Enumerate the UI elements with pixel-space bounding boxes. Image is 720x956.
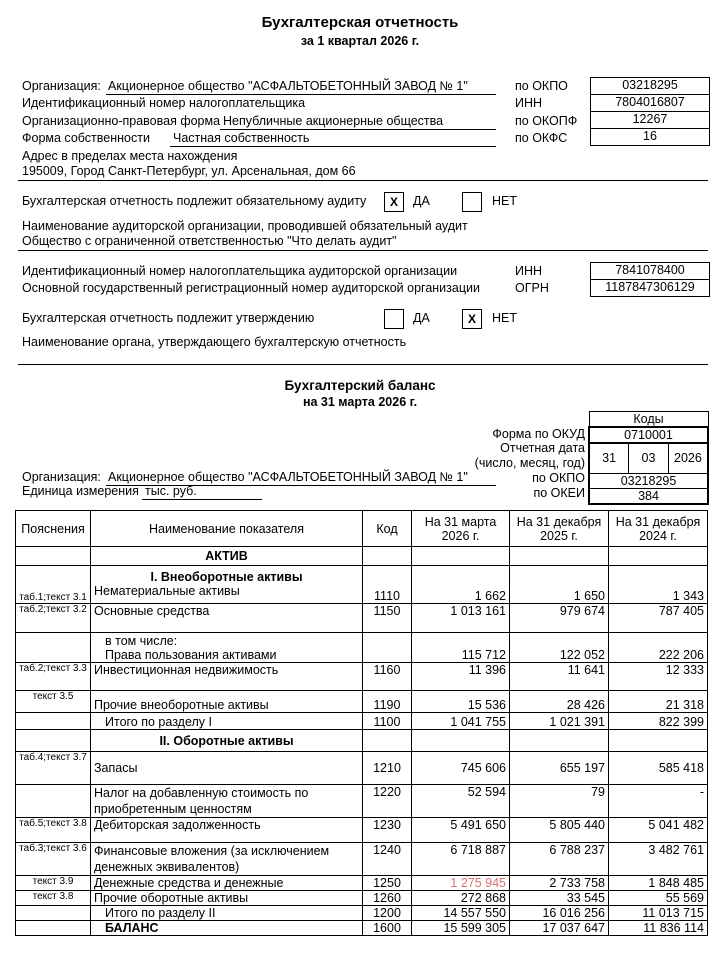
row-name: Финансовые вложения (за исключением денежных эквивалентов)	[91, 843, 363, 876]
okpo-code: 03218295	[589, 473, 708, 488]
row-subname: Права пользования активами	[105, 648, 277, 662]
row-code: 1260	[363, 891, 412, 906]
approval-no-label: НЕТ	[492, 311, 517, 325]
section-1-title: I. Внеоборотные активы	[150, 570, 303, 584]
org-label: Организация:	[22, 79, 101, 93]
row-value-2026: 15 599 305	[412, 921, 510, 936]
col-notes: Пояснения	[16, 511, 91, 547]
row-value-2025: 33 545	[510, 891, 609, 906]
row-name: Денежные средства и денежные	[91, 876, 363, 891]
auditor-ogrn-label-text: Основной государственный регистрационный номер аудиторской организации	[22, 281, 480, 295]
inn-value: 7804016807	[590, 94, 710, 112]
row-value-2024: 12 333	[609, 663, 708, 691]
row-code: 1230	[363, 818, 412, 843]
table-row-note: таб.4;текст 3.7	[16, 752, 91, 785]
row-value-2024: 1 848 485	[609, 876, 708, 891]
row-value-2026: 15 536	[412, 691, 510, 713]
table-row	[91, 633, 363, 663]
date-day: 31	[589, 443, 629, 473]
row-value-2026: 14 557 550	[412, 906, 510, 921]
row-code: 1110	[363, 566, 412, 604]
col-code: Код	[363, 511, 412, 547]
unit-label: Единица измерения	[22, 484, 139, 498]
row-code: 1190	[363, 691, 412, 713]
row-value-2025: 2 733 758	[510, 876, 609, 891]
row-code: 1240	[363, 843, 412, 876]
approval-no-checkbox[interactable]: X	[462, 309, 482, 329]
inn-label: ИНН	[515, 96, 543, 110]
row-value-2025: 11 641	[510, 663, 609, 691]
table-row-note: таб.1;текст 3.1	[16, 566, 91, 604]
row-name: Инвестиционная недвижимость	[91, 663, 363, 691]
auditor-inn-value: 7841078400	[590, 262, 710, 280]
row-code: 1600	[363, 921, 412, 936]
okud-label: Форма по ОКУД	[492, 427, 585, 441]
row-code: 1100	[363, 713, 412, 730]
row-value-2025: 16 016 256	[510, 906, 609, 921]
row-value-2025: 6 788 237	[510, 843, 609, 876]
row-value-2024: 5 041 482	[609, 818, 708, 843]
table-row-note: таб.2;текст 3.2	[16, 604, 91, 633]
balance-table	[15, 510, 708, 936]
row-value-2024: -	[609, 785, 708, 818]
ownership-value: Частная собственность	[173, 131, 310, 145]
row-value-2024: 1 343	[609, 566, 708, 604]
row-code: 1210	[363, 752, 412, 785]
ownership-label: Форма собственности	[22, 131, 150, 145]
balance-okpo-label: по ОКПО	[532, 471, 585, 485]
table-row-note: таб.3;текст 3.6	[16, 843, 91, 876]
address-value: 195009, Город Санкт-Петербург, ул. Арсенальная, дом 66	[22, 164, 356, 178]
row-value-2025: 979 674	[510, 604, 609, 633]
col-2026: На 31 марта 2026 г.	[412, 511, 510, 547]
row-value-2024: 222 206	[609, 633, 708, 663]
row-name: Дебиторская задолженность	[91, 818, 363, 843]
row-value-2024: 3 482 761	[609, 843, 708, 876]
row-value-2024: 585 418	[609, 752, 708, 785]
row-value-2026: 745 606	[412, 752, 510, 785]
approver-label: Наименование органа, утверждающего бухгалтерскую отчетность	[22, 335, 407, 349]
row-value-2025: 79	[510, 785, 609, 818]
row-value-2026: 6 718 887	[412, 843, 510, 876]
balance-title: Бухгалтерский баланс	[284, 378, 436, 393]
balance-org-label: Организация:	[22, 470, 101, 484]
table-row-note: таб.5;текст 3.8	[16, 818, 91, 843]
auditor-ogrn-label: ОГРН	[515, 281, 549, 295]
row-value-2024: 11 836 114	[609, 921, 708, 936]
row-name: Налог на добавленную стоимость по приобретенным ценностям	[91, 785, 363, 818]
okopf-label: по ОКОПФ	[515, 114, 578, 128]
section-active: АКТИВ	[91, 547, 363, 566]
codes-table	[588, 411, 709, 505]
balance-subtitle: на 31 марта 2026 г.	[302, 395, 418, 409]
okfs-label: по ОКФС	[515, 131, 568, 145]
row-value-2024: 822 399	[609, 713, 708, 730]
col-name: Наименование показателя	[91, 511, 363, 547]
row-name: Основные средства	[91, 604, 363, 633]
okei-label: по ОКЕИ	[533, 486, 585, 500]
row-value-2025: 28 426	[510, 691, 609, 713]
date-label-1: Отчетная дата	[500, 441, 585, 455]
row-value-2026-highlighted: 1 275 945	[412, 876, 510, 891]
auditor-inn-label: ИНН	[515, 264, 543, 278]
row-name: Прочие внеоборотные активы	[91, 691, 363, 713]
row-value-2026: 272 868	[412, 891, 510, 906]
audit-yes-label: ДА	[413, 194, 430, 208]
row-value-2025: 1 650	[510, 566, 609, 604]
audit-no-label: НЕТ	[492, 194, 517, 208]
okpo-label: по ОКПО	[515, 79, 568, 93]
balance-org-value: Акционерное общество "АСФАЛЬТОБЕТОННЫЙ ЗАВОД № 1"	[108, 470, 468, 484]
report-title: Бухгалтерская отчетность	[261, 14, 459, 31]
row-code: 1160	[363, 663, 412, 691]
org-value: Акционерное общество "АСФАЛЬТОБЕТОННЫЙ ЗАВОД № 1"	[108, 79, 468, 93]
address-label: Адрес в пределах места нахождения	[22, 149, 238, 163]
row-value-2025: 1 021 391	[510, 713, 609, 730]
okud-value: 0710001	[589, 427, 708, 443]
row-value-2026: 11 396	[412, 663, 510, 691]
row-code: 1200	[363, 906, 412, 921]
okopf-value: 12267	[590, 111, 710, 129]
legal-form-value: Непубличные акционерные общества	[223, 114, 444, 128]
table-row-note: текст 3.9	[16, 876, 91, 891]
row-name: в том числе:	[105, 634, 178, 648]
section-2-title: II. Оборотные активы	[91, 730, 363, 752]
col-2024: На 31 декабря 2024 г.	[609, 511, 708, 547]
approval-yes-label: ДА	[413, 311, 430, 325]
auditor-ogrn-value: 1187847306129	[590, 279, 710, 297]
row-value-2024: 21 318	[609, 691, 708, 713]
approval-yes-checkbox[interactable]	[384, 309, 404, 329]
row-value-2025: 122 052	[510, 633, 609, 663]
row-name: Запасы	[91, 752, 363, 785]
report-subtitle: за 1 квартал 2026 г.	[300, 34, 420, 48]
row-name: БАЛАНС	[91, 921, 363, 936]
audit-no-checkbox[interactable]	[462, 192, 482, 212]
row-code: 1150	[363, 604, 412, 633]
unit-value: тыс. руб.	[145, 484, 197, 498]
row-value-2026: 52 594	[412, 785, 510, 818]
row-value-2026: 1 662	[412, 566, 510, 604]
date-label-2: (число, месяц, год)	[474, 456, 585, 470]
okpo-value: 03218295	[590, 77, 710, 95]
row-code: 1250	[363, 876, 412, 891]
date-month: 03	[629, 443, 669, 473]
okei-code: 384	[589, 488, 708, 504]
audit-yes-checkbox[interactable]: X	[384, 192, 404, 212]
legal-form-label: Организационно-правовая форма	[22, 114, 221, 128]
table-row-note: таб.2;текст 3.3	[16, 663, 91, 691]
row-name: Итого по разделу I	[91, 713, 363, 730]
table-row-note: текст 3.8	[16, 891, 91, 906]
row-value-2024: 11 013 715	[609, 906, 708, 921]
row-value-2026: 1 013 161	[412, 604, 510, 633]
audit-mandatory-label: Бухгалтерская отчетность подлежит обязательному аудиту	[22, 194, 367, 208]
row-value-2025: 5 805 440	[510, 818, 609, 843]
row-name: Итого по разделу II	[91, 906, 363, 921]
auditor-name-label: Наименование аудиторской организации, проводившей обязательный аудит	[22, 219, 468, 233]
row-value-2025: 17 037 647	[510, 921, 609, 936]
date-year: 2026	[668, 443, 708, 473]
row-value-2026: 115 712	[412, 633, 510, 663]
table-row-note: текст 3.5	[16, 691, 91, 713]
row-value-2026: 1 041 755	[412, 713, 510, 730]
col-2025: На 31 декабря 2025 г.	[510, 511, 609, 547]
inn-label-text: Идентификационный номер налогоплательщика	[22, 96, 306, 110]
row-value-2024: 787 405	[609, 604, 708, 633]
row-name: Нематериальные активы	[94, 584, 240, 598]
auditor-inn-label-text: Идентификационный номер налогоплательщика аудиторской организации	[22, 264, 458, 278]
row-name: Прочие оборотные активы	[91, 891, 363, 906]
row-value-2026: 5 491 650	[412, 818, 510, 843]
okfs-value: 16	[590, 128, 710, 146]
row-value-2024: 55 569	[609, 891, 708, 906]
row-value-2025: 655 197	[510, 752, 609, 785]
table-row	[91, 566, 363, 604]
row-code: 1220	[363, 785, 412, 818]
codes-header: Коды	[589, 412, 708, 428]
auditor-name-value: Общество с ограниченной ответственностью "Что делать аудит"	[22, 234, 397, 248]
approval-label: Бухгалтерская отчетность подлежит утверждению	[22, 311, 315, 325]
